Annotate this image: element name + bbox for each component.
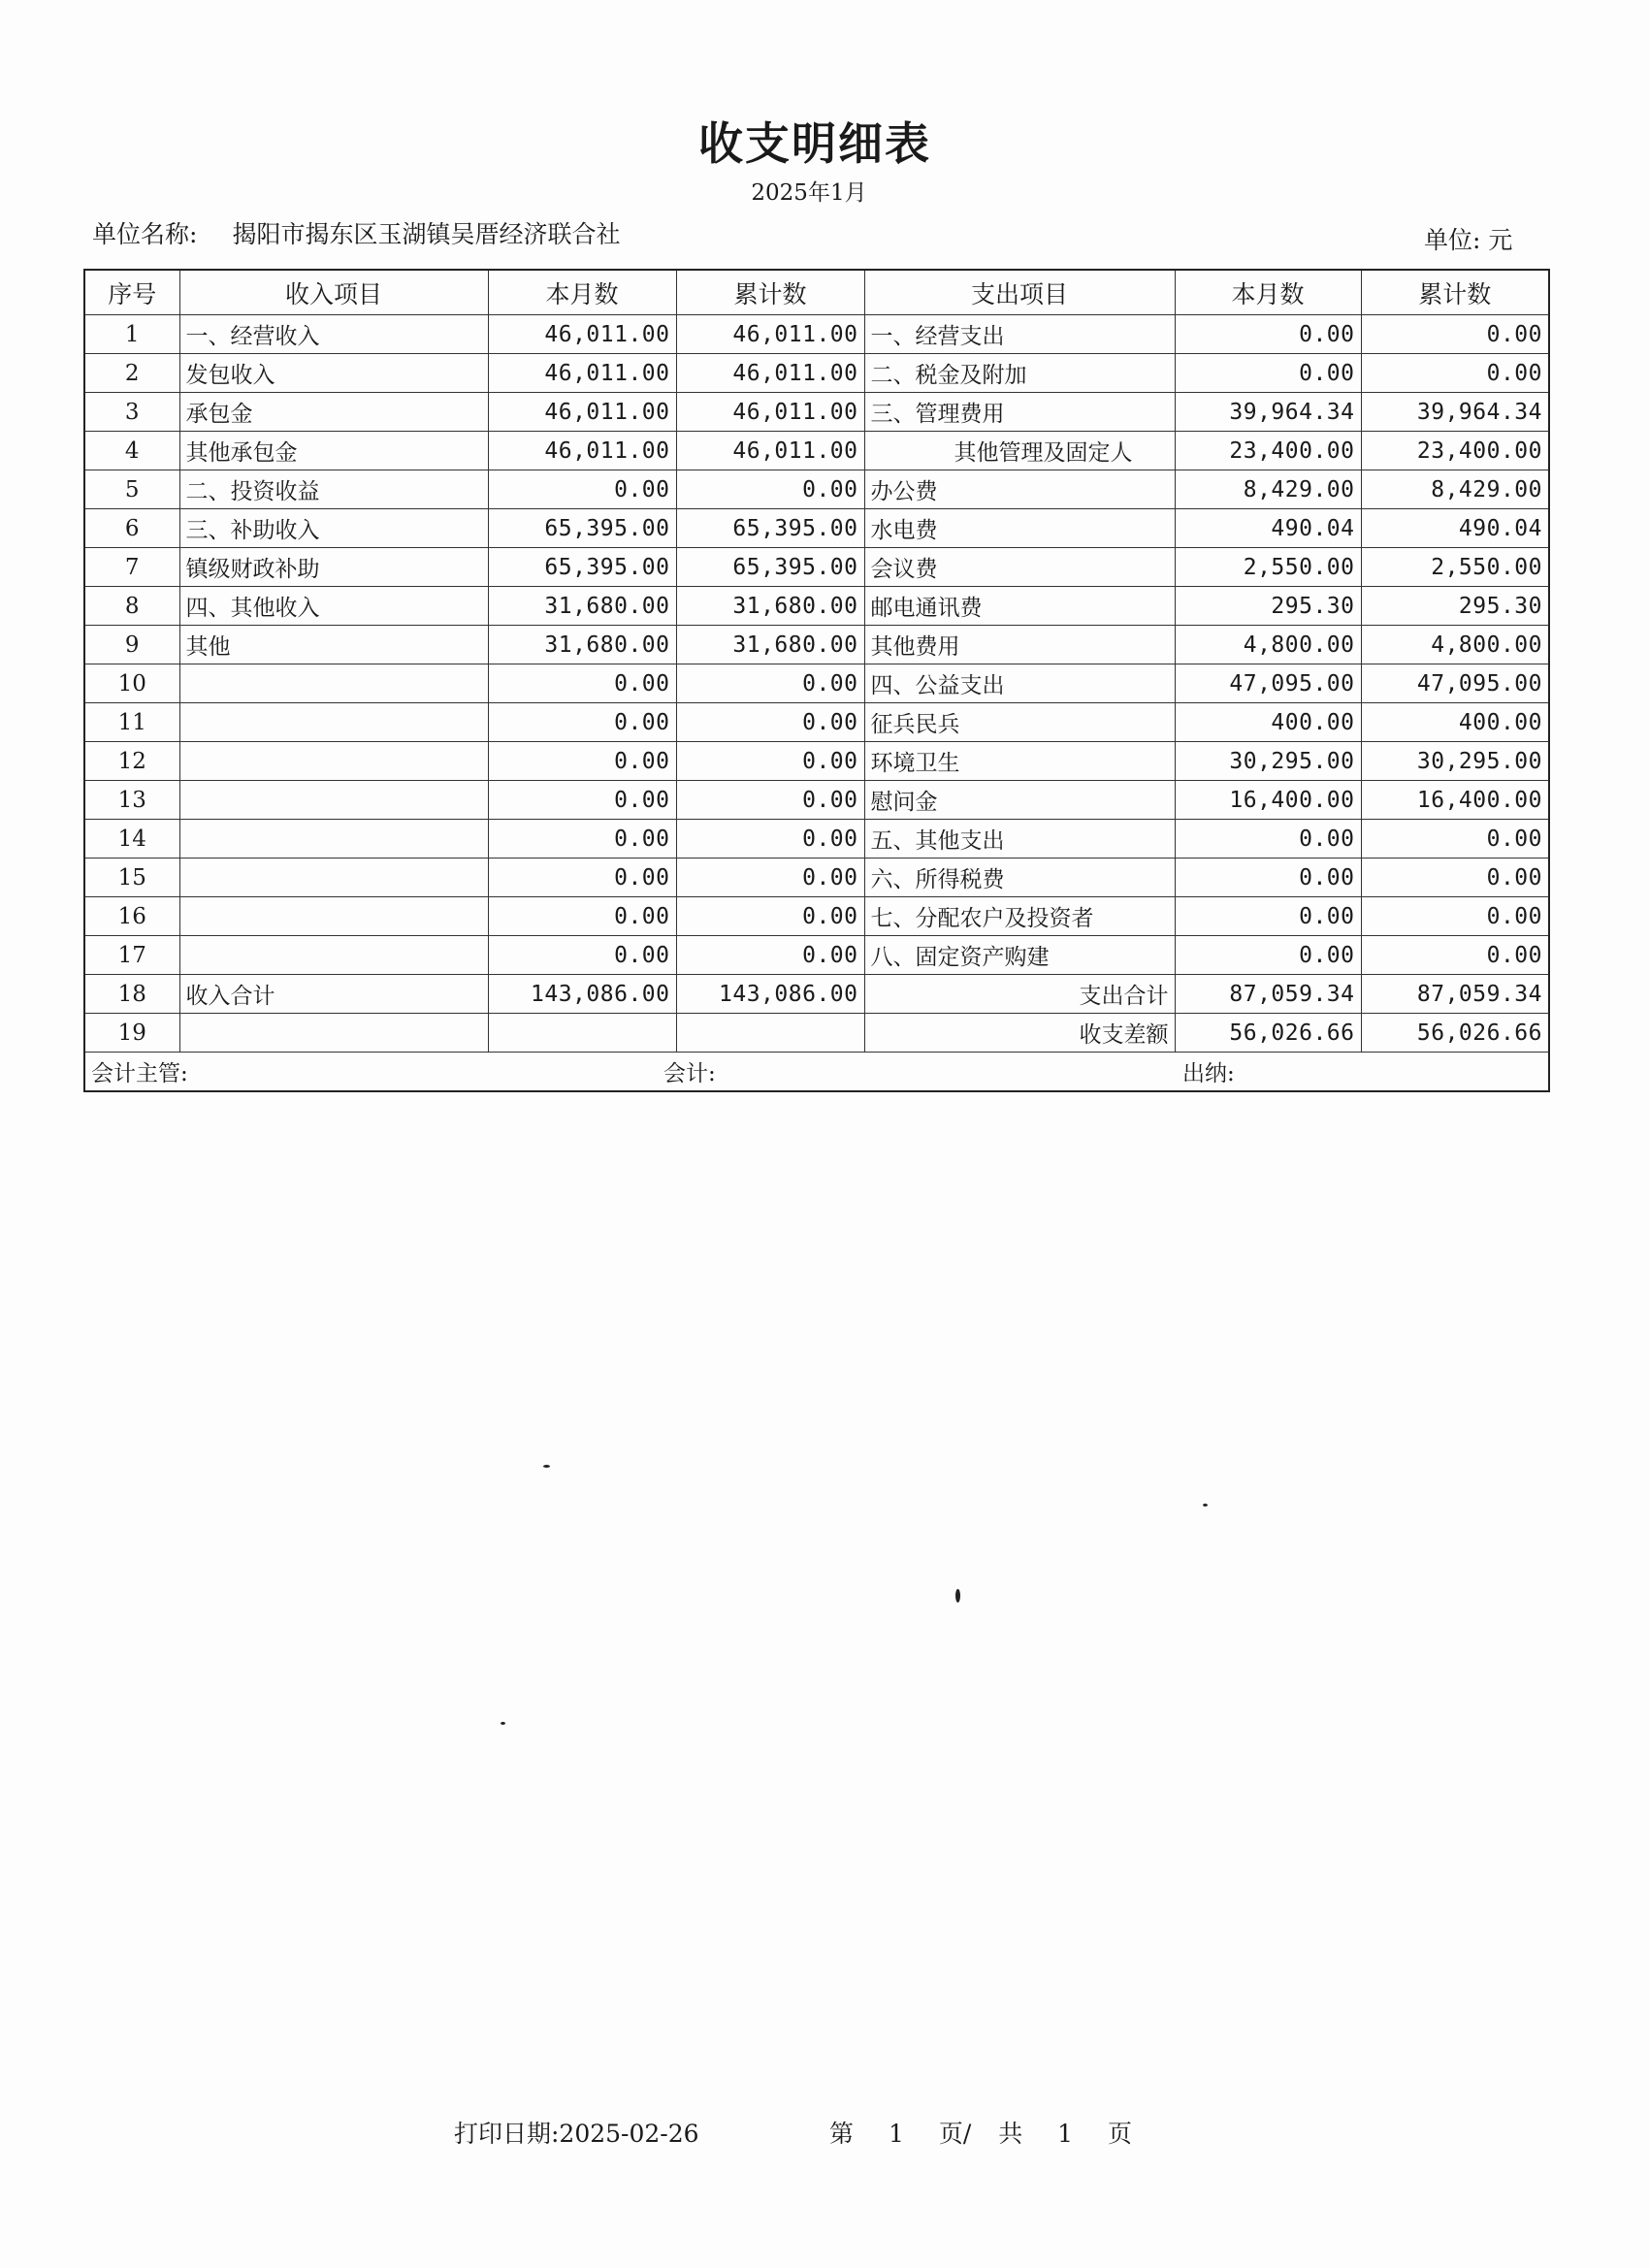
row-seq: 3 (84, 393, 179, 432)
income-item (179, 742, 488, 781)
expense-month: 16,400.00 (1175, 781, 1361, 820)
income-item (179, 936, 488, 975)
expense-cumulative: 30,295.00 (1361, 742, 1549, 781)
expense-month: 295.30 (1175, 587, 1361, 626)
expense-cumulative: 0.00 (1361, 820, 1549, 859)
income-cumulative: 46,011.00 (676, 432, 864, 470)
expense-cumulative: 2,550.00 (1361, 548, 1549, 587)
income-cumulative: 0.00 (676, 859, 864, 897)
table-row (84, 742, 1549, 781)
expense-total-cumulative: 87,059.34 (1361, 975, 1549, 1014)
table-row (84, 626, 1549, 664)
row-seq: 7 (84, 548, 179, 587)
income-cumulative: 0.00 (676, 703, 864, 742)
income-month: 0.00 (488, 936, 676, 975)
header-expense-cumulative: 累计数 (1361, 270, 1549, 315)
accountant-label: 会计: (663, 1061, 716, 1086)
income-month: 31,680.00 (488, 626, 676, 664)
scan-speck (1203, 1504, 1208, 1507)
table-row (84, 315, 1549, 354)
income-item: 承包金 (179, 393, 488, 432)
income-month: 0.00 (488, 664, 676, 703)
income-cumulative: 46,011.00 (676, 315, 864, 354)
income-month: 46,011.00 (488, 354, 676, 393)
expense-item: 其他管理及固定人 (864, 432, 1175, 470)
row-seq: 11 (84, 703, 179, 742)
expense-month: 39,964.34 (1175, 393, 1361, 432)
expense-total-label: 支出合计 (864, 975, 1175, 1014)
income-cumulative (676, 1014, 864, 1053)
header-income-cumulative: 累计数 (676, 270, 864, 315)
row-seq: 14 (84, 820, 179, 859)
row-seq: 13 (84, 781, 179, 820)
income-cumulative: 0.00 (676, 781, 864, 820)
expense-cumulative: 0.00 (1361, 936, 1549, 975)
expense-item: 七、分配农户及投资者 (864, 897, 1175, 936)
cashier-label: 出纳: (1182, 1061, 1235, 1086)
income-item: 其他承包金 (179, 432, 488, 470)
expense-month: 2,550.00 (1175, 548, 1361, 587)
scan-speck (501, 1722, 505, 1725)
expense-item: 环境卫生 (864, 742, 1175, 781)
expense-cumulative: 4,800.00 (1361, 626, 1549, 664)
expense-cumulative: 490.04 (1361, 509, 1549, 548)
row-seq: 9 (84, 626, 179, 664)
income-cumulative: 0.00 (676, 664, 864, 703)
income-cumulative: 0.00 (676, 742, 864, 781)
table-row (84, 936, 1549, 975)
expense-item: 八、固定资产购建 (864, 936, 1175, 975)
expense-cumulative: 47,095.00 (1361, 664, 1549, 703)
header-expense-month: 本月数 (1175, 270, 1361, 315)
income-cumulative: 0.00 (676, 897, 864, 936)
scan-speck (955, 1589, 960, 1603)
unit-name-line (92, 215, 620, 250)
table-row (84, 432, 1549, 470)
expense-month: 0.00 (1175, 936, 1361, 975)
page-suffix: 页 (1108, 2120, 1133, 2148)
row-seq: 15 (84, 859, 179, 897)
income-month: 65,395.00 (488, 509, 676, 548)
income-month: 31,680.00 (488, 587, 676, 626)
expense-cumulative: 0.00 (1361, 315, 1549, 354)
expense-cumulative: 8,429.00 (1361, 470, 1549, 509)
expense-item: 二、税金及附加 (864, 354, 1175, 393)
income-item (179, 1014, 488, 1053)
page-mid: 页/ 共 (938, 2120, 1023, 2148)
table-row (84, 509, 1549, 548)
expense-item: 六、所得税费 (864, 859, 1175, 897)
row-seq: 5 (84, 470, 179, 509)
table-row (84, 587, 1549, 626)
expense-total-month: 87,059.34 (1175, 975, 1361, 1014)
expense-month: 30,295.00 (1175, 742, 1361, 781)
row-seq: 18 (84, 975, 179, 1014)
income-month: 65,395.00 (488, 548, 676, 587)
income-month: 0.00 (488, 859, 676, 897)
expense-item: 五、其他支出 (864, 820, 1175, 859)
expense-item: 会议费 (864, 548, 1175, 587)
expense-month: 0.00 (1175, 859, 1361, 897)
unit-name-label: 单位名称: (92, 220, 198, 248)
header-expense-item: 支出项目 (864, 270, 1175, 315)
table-row (84, 664, 1549, 703)
expense-item: 其他费用 (864, 626, 1175, 664)
expense-cumulative: 0.00 (1361, 897, 1549, 936)
expense-item: 邮电通讯费 (864, 587, 1175, 626)
income-item: 四、其他收入 (179, 587, 488, 626)
header-seq: 序号 (84, 270, 179, 315)
page-total: 1 (1057, 2120, 1074, 2148)
row-seq: 8 (84, 587, 179, 626)
income-month: 46,011.00 (488, 315, 676, 354)
table-row (84, 781, 1549, 820)
expense-cumulative: 0.00 (1361, 354, 1549, 393)
income-item (179, 897, 488, 936)
expense-month: 0.00 (1175, 315, 1361, 354)
income-cumulative: 0.00 (676, 936, 864, 975)
expense-item: 慰问金 (864, 781, 1175, 820)
income-item (179, 664, 488, 703)
income-month: 46,011.00 (488, 432, 676, 470)
income-month: 0.00 (488, 897, 676, 936)
table-row (84, 354, 1549, 393)
table-row (84, 393, 1549, 432)
income-month: 0.00 (488, 703, 676, 742)
expense-month: 0.00 (1175, 354, 1361, 393)
header-income-month: 本月数 (488, 270, 676, 315)
income-cumulative: 65,395.00 (676, 509, 864, 548)
income-item: 发包收入 (179, 354, 488, 393)
expense-month: 23,400.00 (1175, 432, 1361, 470)
income-item: 一、经营收入 (179, 315, 488, 354)
income-month: 0.00 (488, 470, 676, 509)
table-row (84, 859, 1549, 897)
signature-cell (84, 1053, 1549, 1092)
expense-cumulative: 23,400.00 (1361, 432, 1549, 470)
income-cumulative: 46,011.00 (676, 393, 864, 432)
income-month: 0.00 (488, 781, 676, 820)
page-prefix: 第 (829, 2120, 855, 2148)
row-seq: 1 (84, 315, 179, 354)
income-item: 其他 (179, 626, 488, 664)
income-item (179, 859, 488, 897)
income-item: 镇级财政补助 (179, 548, 488, 587)
income-item: 二、投资收益 (179, 470, 488, 509)
expense-item: 水电费 (864, 509, 1175, 548)
table-row (84, 470, 1549, 509)
income-cumulative: 0.00 (676, 470, 864, 509)
supervisor-label: 会计主管: (91, 1061, 188, 1086)
signature-row (84, 1053, 1549, 1092)
income-item: 三、补助收入 (179, 509, 488, 548)
balance-cumulative: 56,026.66 (1361, 1014, 1549, 1053)
row-seq: 19 (84, 1014, 179, 1053)
income-month (488, 1014, 676, 1053)
income-month: 0.00 (488, 820, 676, 859)
table-row (84, 975, 1549, 1014)
row-seq: 10 (84, 664, 179, 703)
income-item (179, 820, 488, 859)
ledger-table (83, 269, 1550, 1092)
table-row (84, 703, 1549, 742)
row-seq: 2 (84, 354, 179, 393)
income-cumulative: 31,680.00 (676, 626, 864, 664)
header-income-item: 收入项目 (179, 270, 488, 315)
expense-item: 四、公益支出 (864, 664, 1175, 703)
income-month: 0.00 (488, 742, 676, 781)
page-number: 1 (888, 2120, 904, 2148)
row-seq: 16 (84, 897, 179, 936)
expense-month: 0.00 (1175, 820, 1361, 859)
expense-cumulative: 0.00 (1361, 859, 1549, 897)
income-month: 46,011.00 (488, 393, 676, 432)
income-total-cumulative: 143,086.00 (676, 975, 864, 1014)
income-cumulative: 46,011.00 (676, 354, 864, 393)
row-seq: 17 (84, 936, 179, 975)
table-row (84, 820, 1549, 859)
currency-unit: 单位: 元 (1424, 226, 1513, 254)
expense-item: 一、经营支出 (864, 315, 1175, 354)
table-row (84, 1014, 1549, 1053)
report-period: 2025年1月 (751, 180, 867, 206)
header-row (84, 270, 1549, 315)
expense-item: 三、管理费用 (864, 393, 1175, 432)
expense-cumulative: 39,964.34 (1361, 393, 1549, 432)
row-seq: 6 (84, 509, 179, 548)
print-date: 打印日期:2025-02-26 (454, 2120, 699, 2148)
income-cumulative: 0.00 (676, 820, 864, 859)
expense-item: 征兵民兵 (864, 703, 1175, 742)
balance-month: 56,026.66 (1175, 1014, 1361, 1053)
income-total-label: 收入合计 (179, 975, 488, 1014)
row-seq: 4 (84, 432, 179, 470)
table-row (84, 548, 1549, 587)
balance-label: 收支差额 (864, 1014, 1175, 1053)
expense-month: 8,429.00 (1175, 470, 1361, 509)
row-seq: 12 (84, 742, 179, 781)
income-item (179, 781, 488, 820)
expense-cumulative: 295.30 (1361, 587, 1549, 626)
income-item (179, 703, 488, 742)
income-total-month: 143,086.00 (488, 975, 676, 1014)
income-cumulative: 31,680.00 (676, 587, 864, 626)
document-title: 收支明细表 (698, 117, 931, 170)
unit-name-value: 揭阳市揭东区玉湖镇吴厝经济联合社 (232, 220, 621, 248)
table-row (84, 897, 1549, 936)
expense-month: 0.00 (1175, 897, 1361, 936)
expense-month: 490.04 (1175, 509, 1361, 548)
scan-speck (543, 1465, 550, 1468)
expense-item: 办公费 (864, 470, 1175, 509)
page-indicator (829, 2115, 1132, 2150)
expense-month: 4,800.00 (1175, 626, 1361, 664)
expense-cumulative: 400.00 (1361, 703, 1549, 742)
expense-cumulative: 16,400.00 (1361, 781, 1549, 820)
expense-month: 47,095.00 (1175, 664, 1361, 703)
income-cumulative: 65,395.00 (676, 548, 864, 587)
expense-month: 400.00 (1175, 703, 1361, 742)
